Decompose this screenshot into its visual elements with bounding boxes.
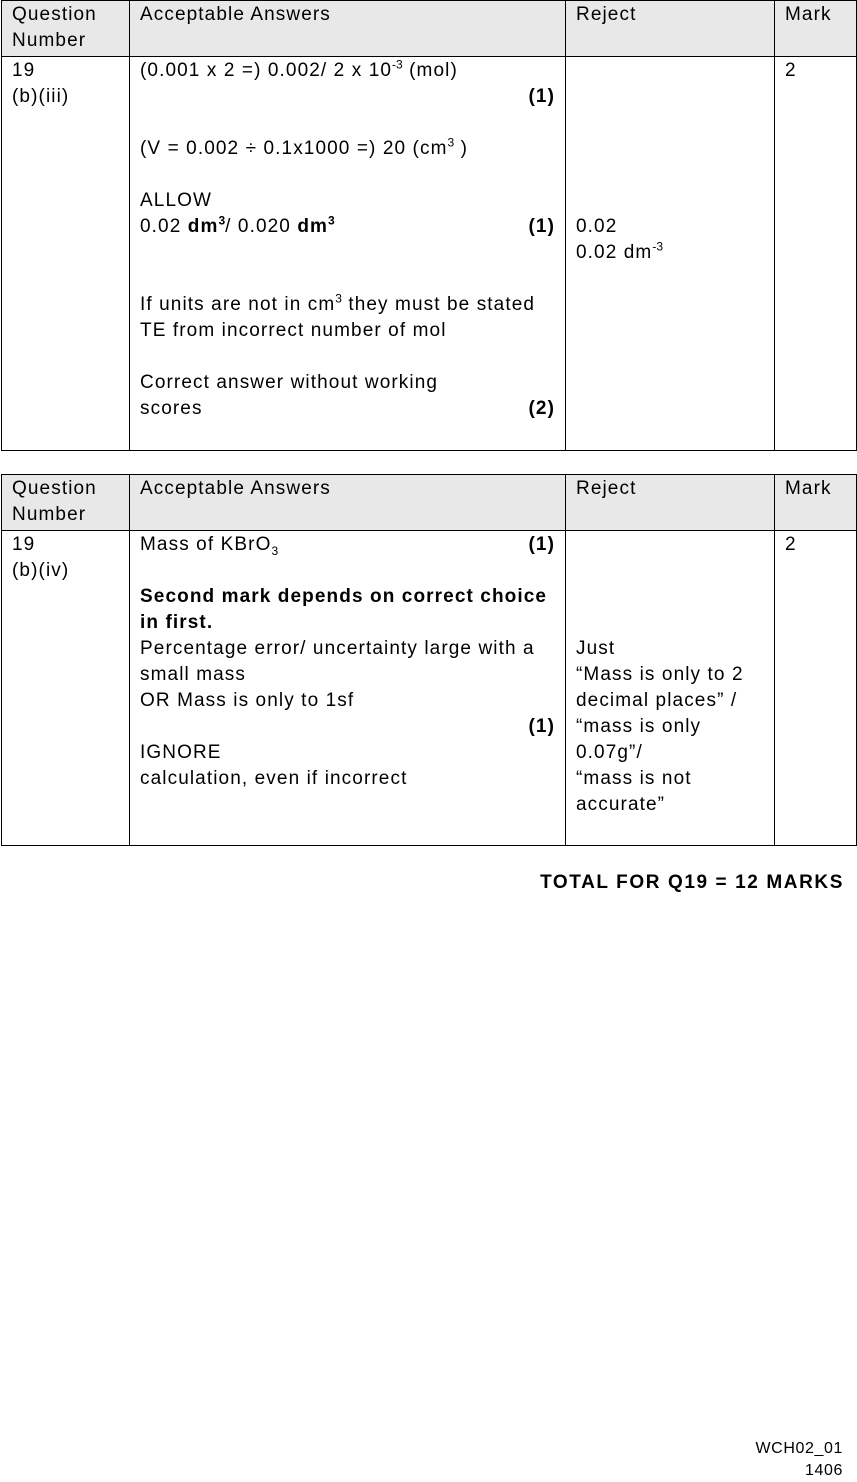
mark-allocation: (1) — [528, 216, 555, 237]
header-mark: Mark — [775, 1, 857, 57]
answer-line-mass: Mass of KBrO$_3$ (1) — [140, 534, 555, 558]
total-marks: TOTAL FOR Q19 = 12 MARKS — [540, 872, 844, 893]
header-acceptable-answers: Acceptable Answers — [130, 1, 566, 57]
page-footer — [755, 1438, 843, 1482]
question-number — [2, 57, 130, 451]
question-number-part: (b)(iv) — [12, 560, 70, 581]
answer-line-volume: (V = 0.002 ÷ 0.1x1000 =) 20 ($cm^3$ ) — [140, 135, 469, 159]
mark-scheme-table-19b-iv — [1, 474, 857, 846]
mark-scheme-table-19b-iii — [1, 0, 857, 451]
mark-allocation: (1) — [528, 534, 555, 555]
note-te: TE from incorrect number of mol — [140, 320, 447, 341]
mark-allocation: (2) — [528, 398, 555, 419]
header-row — [2, 1, 857, 57]
mark-allocation: (1) — [528, 86, 555, 107]
reject-item: 0.02 — [576, 216, 618, 237]
note-units: If units are not in $cm^3$ they must be stated — [140, 291, 536, 315]
question-number-main: 19 — [12, 534, 36, 555]
ignore-label: IGNORE — [140, 742, 222, 763]
reject-cell — [566, 531, 775, 846]
question-number — [2, 531, 130, 846]
answer-row — [2, 57, 857, 451]
answer-row — [2, 531, 857, 846]
header-mark: Mark — [775, 475, 857, 531]
paper-code: WCH02_01 — [755, 1440, 843, 1457]
acceptable-answers — [130, 531, 566, 846]
question-number-part: (b)(iii) — [12, 86, 70, 107]
note-correct-answer: Correct answer without working — [140, 372, 439, 393]
reject-text: Just “Mass is only to 2 decimal places” / “mass is only 0.07g”/ “mass is not accurate” — [576, 638, 744, 815]
header-question-number: Question Number — [2, 475, 130, 531]
answer-line-dm3: 0.02 $dm^3/$ 0.020 $dm^3$ (1) — [140, 214, 555, 240]
series-number: 1406 — [805, 1462, 843, 1479]
header-acceptable-answers: Acceptable Answers — [130, 475, 566, 531]
note-scores: scores (2) — [140, 396, 555, 422]
header-question-number: Question Number — [2, 1, 130, 57]
condition-note: Second mark depends on correct choice in first. — [140, 586, 548, 633]
answer-line-error: Percentage error/ uncertainty large with a small mass — [140, 638, 535, 685]
mark-allocation: (1) — [528, 716, 555, 737]
allow-label: ALLOW — [140, 190, 213, 211]
reject-cell — [566, 57, 775, 451]
header-reject: Reject — [566, 475, 775, 531]
answer-line-mol: (0.001 x 2 =) 0.002/ 2 x $10^{-3}$ (mol) — [140, 57, 458, 81]
mark-cell: 2 — [775, 57, 857, 451]
question-number-main: 19 — [12, 60, 36, 81]
reject-item: 0.02 $dm^{-3}$ — [576, 239, 664, 263]
header-reject: Reject — [566, 1, 775, 57]
mark-cell: 2 — [775, 531, 857, 846]
ignore-note: calculation, even if incorrect — [140, 768, 408, 789]
answer-line-sf: OR Mass is only to 1sf — [140, 690, 355, 711]
acceptable-answers — [130, 57, 566, 451]
header-row — [2, 475, 857, 531]
